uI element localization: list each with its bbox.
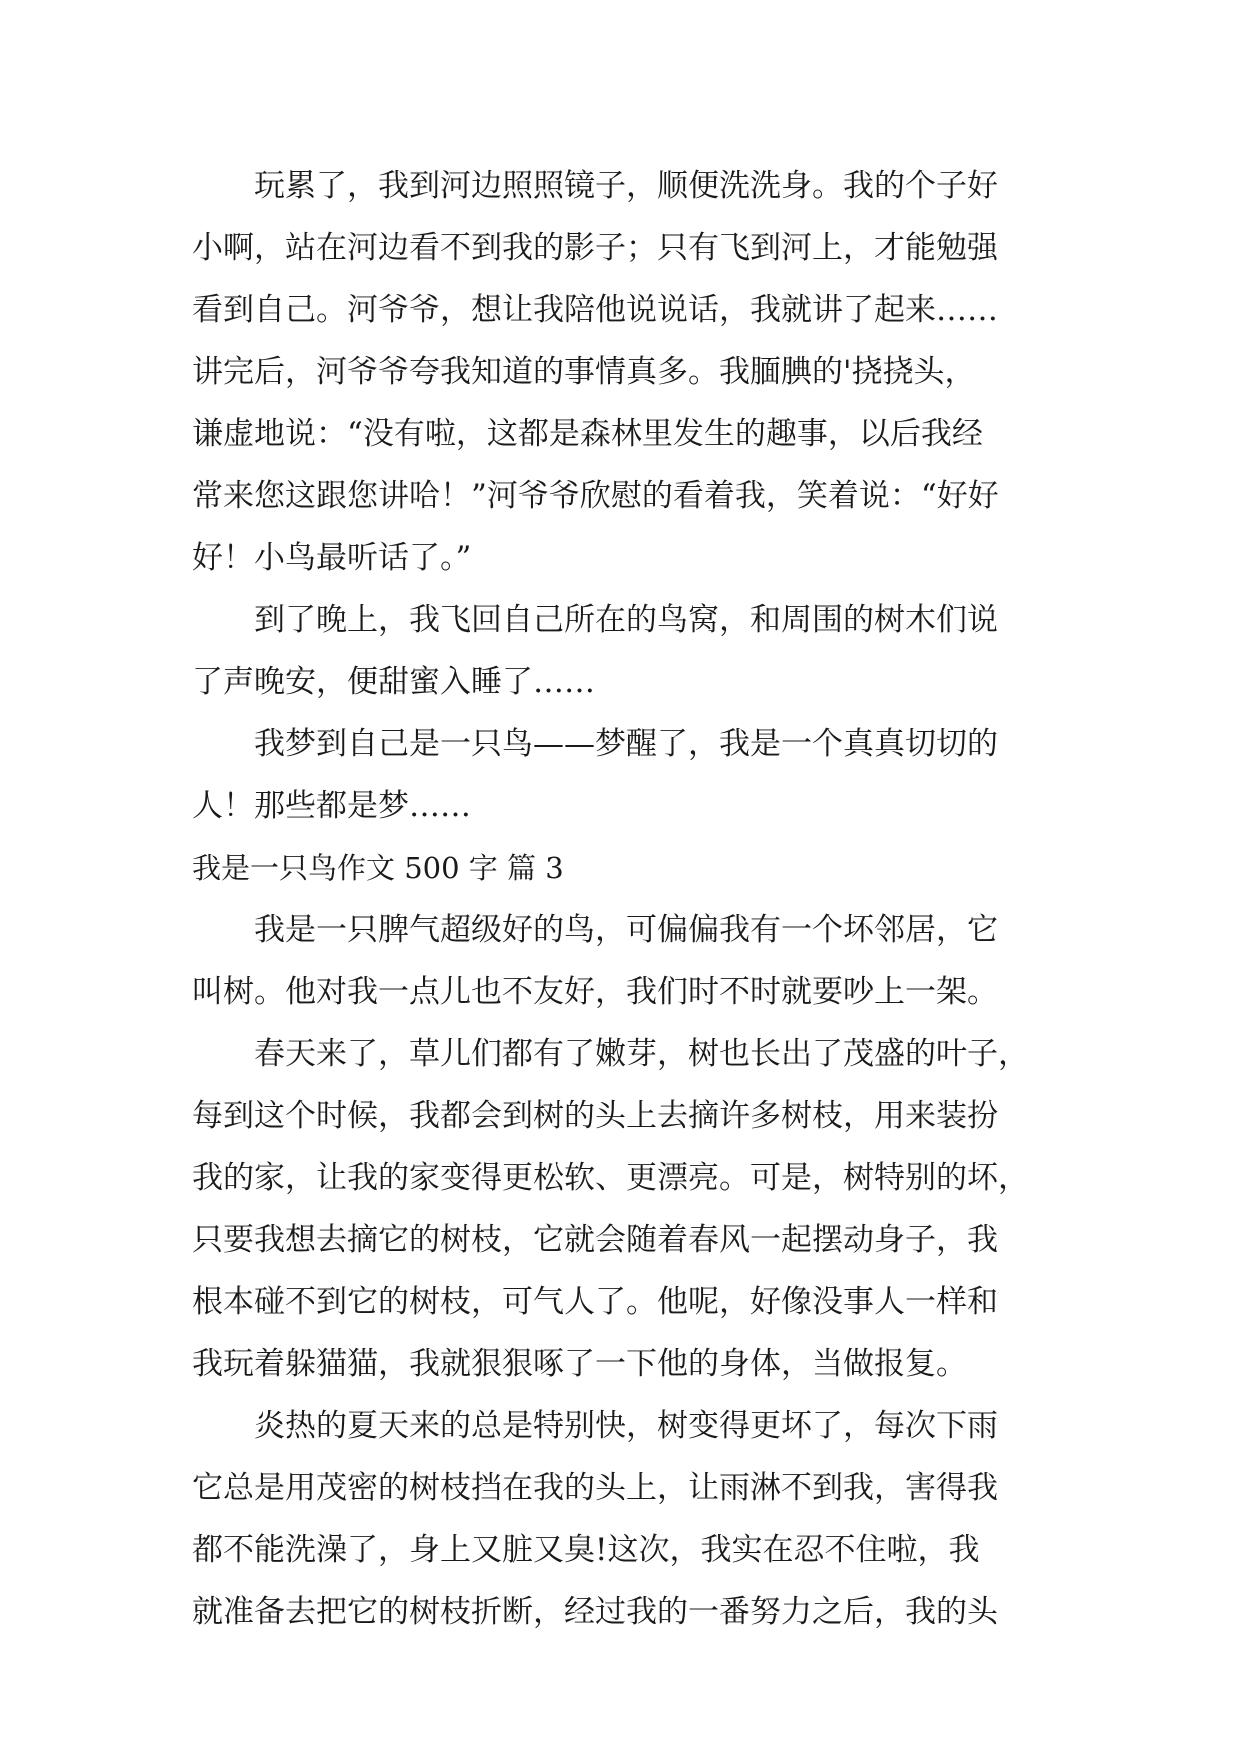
- text-line: 我梦到自己是一只鸟——梦醒了，我是一个真真切切的: [254, 726, 998, 762]
- text-line: 只要我想去摘它的树枝，它就会随着春风一起摆动身子，我: [192, 1222, 998, 1258]
- text-line: 我是一只脾气超级好的鸟，可偏偏我有一个坏邻居，它: [254, 912, 998, 948]
- text-line: 小啊，站在河边看不到我的影子；只有飞到河上，才能勉强: [192, 230, 998, 266]
- text-line: 到了晚上，我飞回自己所在的鸟窝，和周围的树木们说: [254, 602, 998, 638]
- text-line: 都不能洗澡了，身上又脏又臭!这次，我实在忍不住啦，我: [192, 1532, 980, 1568]
- text-line: 就准备去把它的树枝折断，经过我的一番努力之后，我的头: [192, 1594, 998, 1630]
- text-line: 每到这个时候，我都会到树的头上去摘许多树枝，用来装扮: [192, 1098, 998, 1134]
- text-line: 根本碰不到它的树枝，可气人了。他呢，好像没事人一样和: [192, 1284, 998, 1320]
- text-line: 讲完后，河爷爷夸我知道的事情真多。我腼腆的'挠挠头，: [192, 354, 976, 390]
- text-line: 常来您这跟您讲哈！”河爷爷欣慰的看着我，笑着说：“好好: [192, 478, 999, 514]
- document-body: [192, 155, 1052, 1643]
- text-line: 看到自己。河爷爷，想让我陪他说说话，我就讲了起来……: [192, 292, 998, 328]
- text-line: 炎热的夏天来的总是特别快，树变得更坏了，每次下雨: [254, 1408, 998, 1444]
- text-line: 春天来了，草儿们都有了嫩芽，树也长出了茂盛的叶子，: [254, 1036, 1029, 1072]
- text-line: 玩累了，我到河边照照镜子，顺便洗洗身。我的个子好: [254, 168, 998, 204]
- text-line: 好！小鸟最听话了。”: [192, 540, 472, 576]
- text-line: 了声晚安，便甜蜜入睡了……: [192, 664, 595, 700]
- text-line: 它总是用茂密的树枝挡在我的头上，让雨淋不到我，害得我: [192, 1470, 998, 1506]
- text-line: 人！那些都是梦……: [192, 788, 471, 824]
- text-line: 谦虚地说：“没有啦，这都是森林里发生的趣事，以后我经: [192, 416, 983, 452]
- section-heading: 我是一只鸟作文 500 字 篇 3: [192, 851, 564, 885]
- text-line: 我玩着躲猫猫，我就狠狠啄了一下他的身体，当做报复。: [192, 1346, 967, 1382]
- text-line: 我的家，让我的家变得更松软、更漂亮。可是，树特别的坏，: [192, 1160, 1029, 1196]
- text-line: 叫树。他对我一点儿也不友好，我们时不时就要吵上一架。: [192, 974, 998, 1010]
